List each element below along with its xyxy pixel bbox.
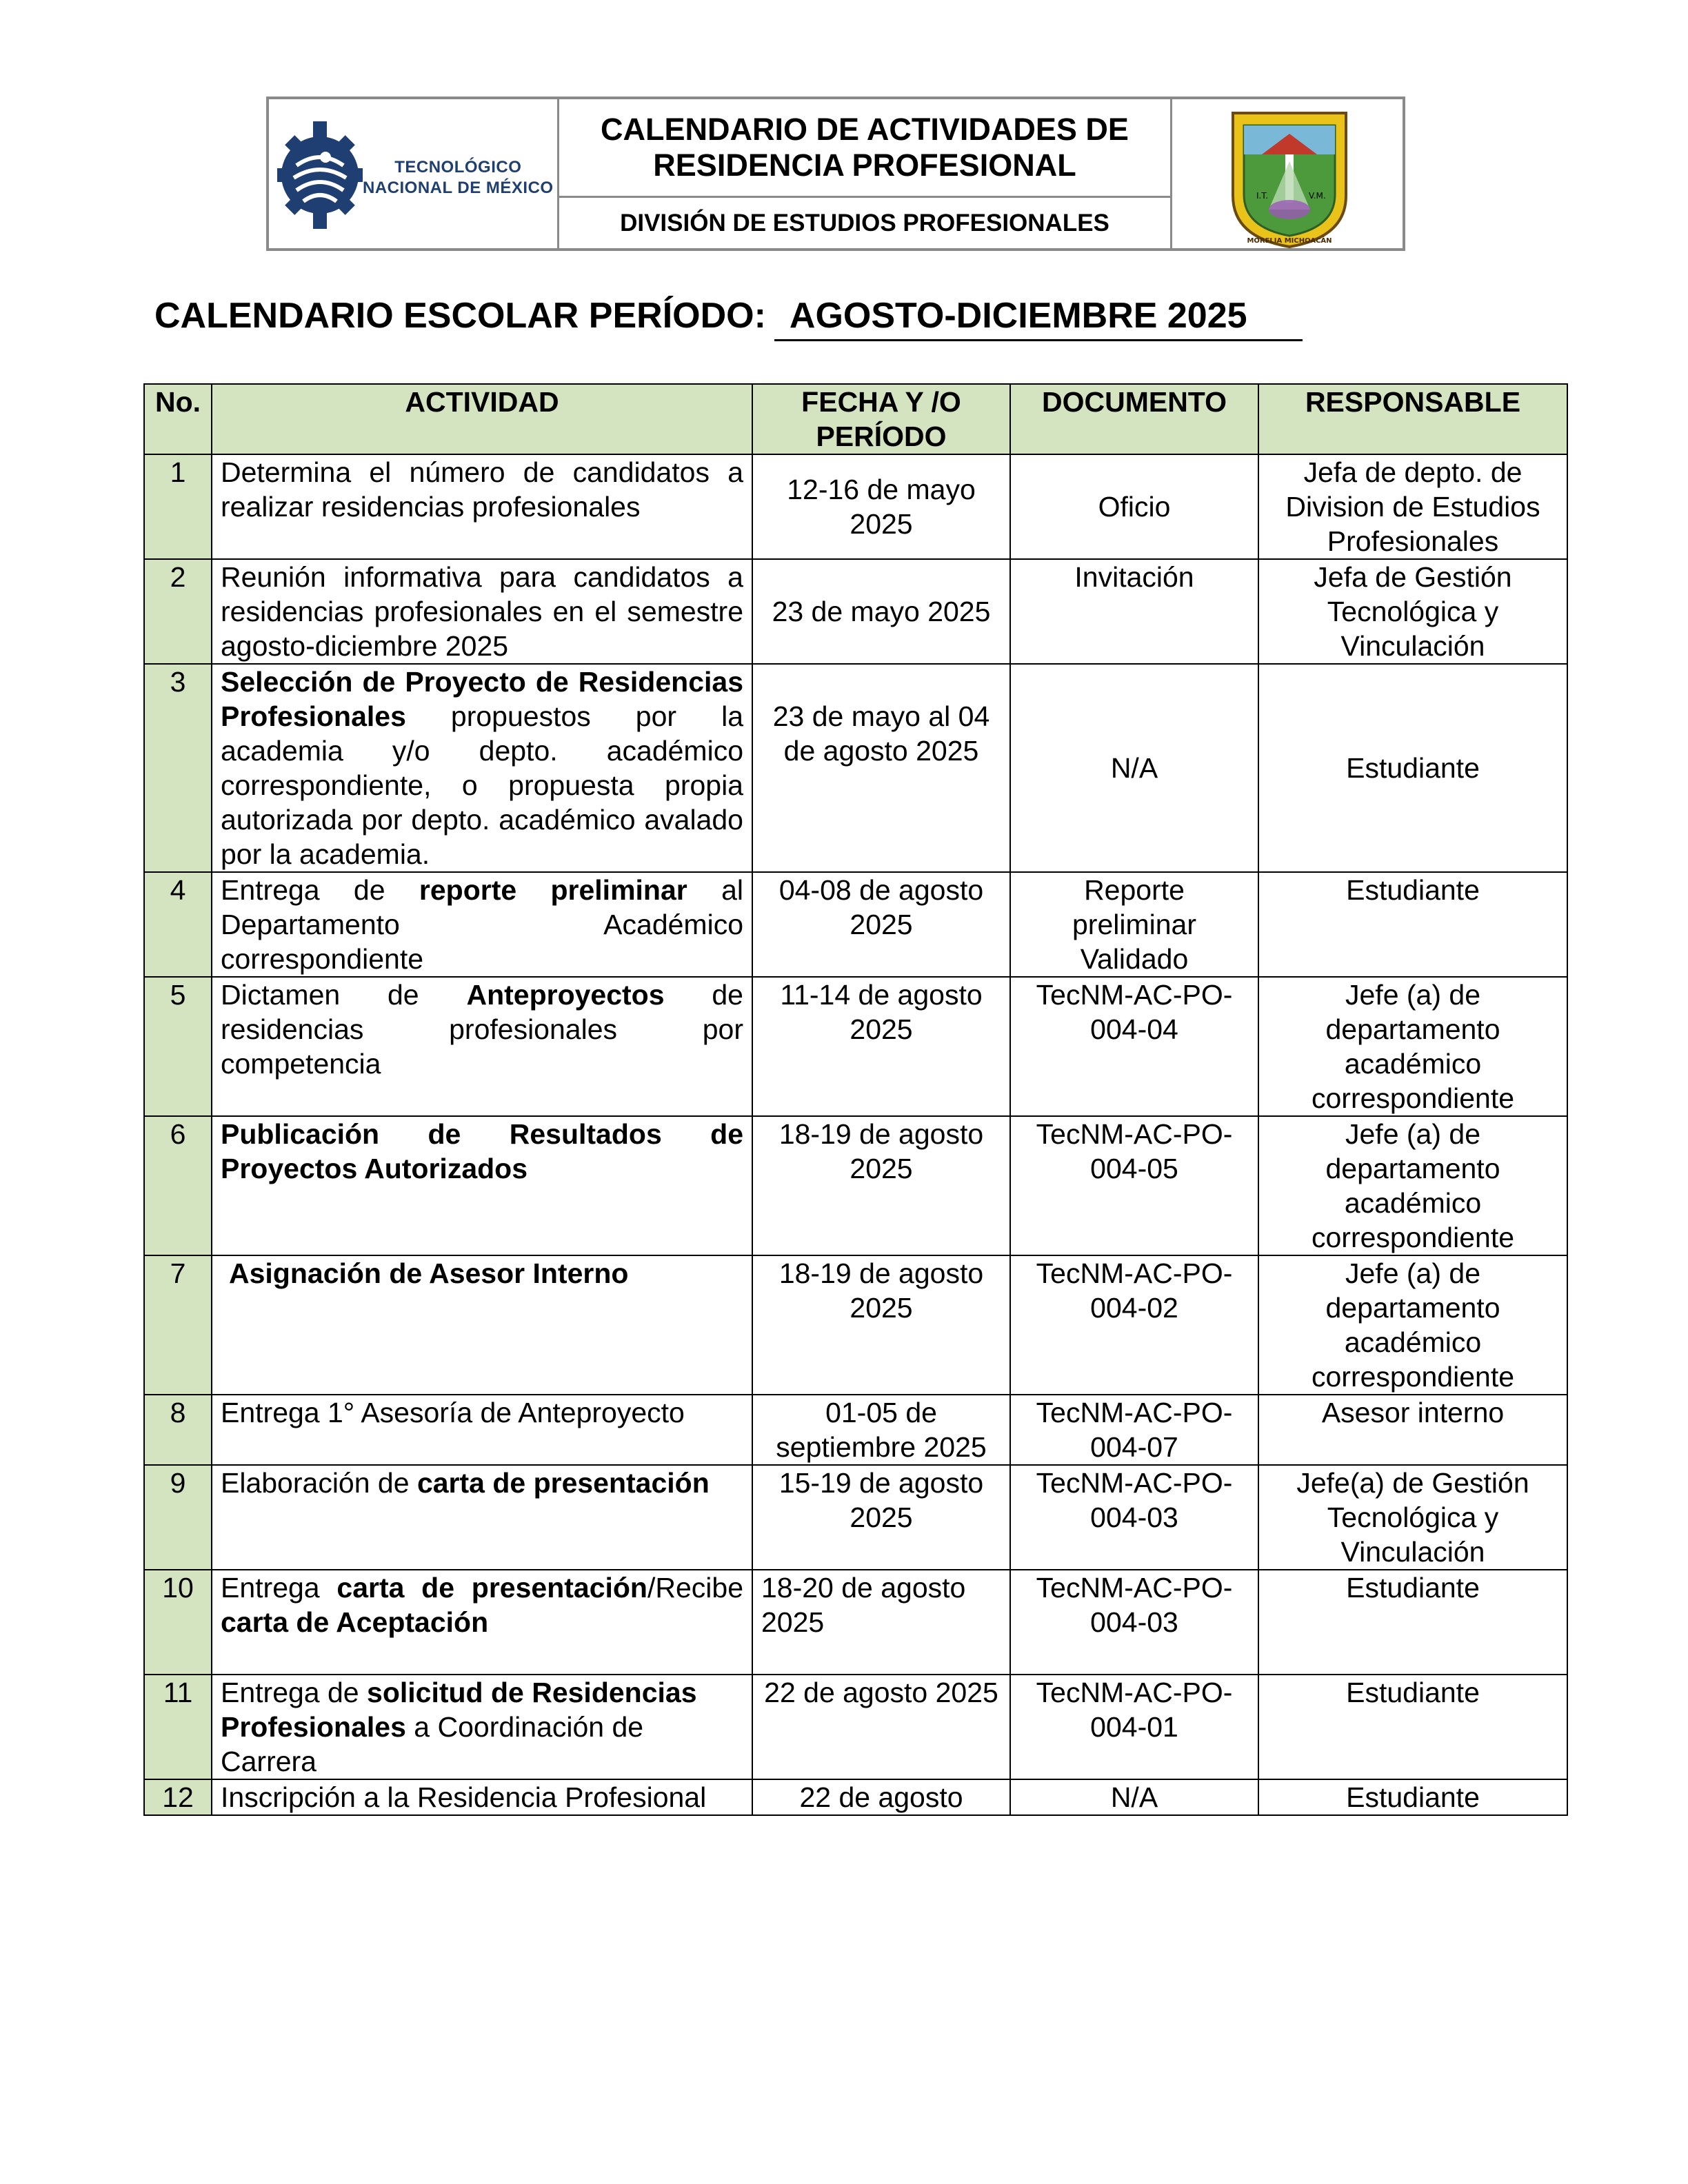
row-activity-pre: Entrega de (221, 1677, 359, 1708)
row-responsible: Jefe (a) de departamento académico correspondiente (1258, 1255, 1567, 1395)
row-activity-post: al Departamento Académico correspondiente (221, 874, 743, 975)
header-subtitle: DIVISIÓN DE ESTUDIOS PROFESIONALES (620, 209, 1109, 236)
row-document: TecNM-AC-PO-004-04 (1010, 977, 1258, 1116)
row-date: 18-19 de agosto 2025 (752, 1255, 1010, 1395)
table-row (144, 872, 1567, 977)
row-document: Reporte preliminar Validado (1010, 872, 1258, 977)
row-date: 11-14 de agosto 2025 (752, 977, 1010, 1116)
table-row (144, 1116, 1567, 1255)
row-number: 6 (144, 1116, 212, 1255)
row-activity-mid: /Recibe (647, 1572, 743, 1604)
tecnm-gear-icon (276, 112, 364, 239)
header-title-block (559, 99, 1172, 248)
row-responsible: Jefa de depto. de Division de Estudios Profesionales (1258, 454, 1567, 559)
row-number: 7 (144, 1255, 212, 1395)
header-title (559, 99, 1170, 198)
row-responsible: Jefe (a) de departamento académico correspondiente (1258, 977, 1567, 1116)
tecnm-logo-text (363, 157, 554, 199)
row-activity-text: propuestos por la academia y/o depto. académico correspondiente, o propuesta propia autorizada por depto. académico avalado por la academia. (221, 700, 743, 870)
row-date: 22 de agosto 2025 (752, 1675, 1010, 1779)
row-number: 8 (144, 1395, 212, 1465)
row-responsible: Estudiante (1258, 664, 1567, 872)
row-date: 04-08 de agosto 2025 (752, 872, 1010, 977)
row-responsible: Jefa de Gestión Tecnológica y Vinculación (1258, 559, 1567, 664)
row-document: Oficio (1010, 454, 1258, 559)
table-header-row (144, 384, 1567, 454)
row-activity-bold: carta de presentación (336, 1572, 647, 1604)
row-number: 3 (144, 664, 212, 872)
row-activity-post: a Coordinación de Carrera (221, 1711, 644, 1777)
table-row (144, 454, 1567, 559)
row-activity: Asignación de Asesor Interno (212, 1255, 752, 1395)
row-number: 10 (144, 1570, 212, 1675)
institute-seal (1172, 99, 1403, 248)
header-title-line2: RESIDENCIA PROFESIONAL (653, 148, 1076, 183)
row-date: 22 de agosto (752, 1779, 1010, 1815)
row-number: 5 (144, 977, 212, 1116)
row-activity-pre: Elaboración de (221, 1467, 410, 1499)
seal-text-bottom: MORELIA MICHOACÁN (1247, 237, 1332, 245)
row-activity-bold2: carta de Aceptación (221, 1606, 489, 1638)
row-date: 23 de mayo 2025 (752, 559, 1010, 664)
row-date: 18-20 de agosto 2025 (752, 1570, 1010, 1675)
row-activity-bold: solicitud de Residencias Profesionales (221, 1677, 697, 1743)
col-header-responsable: RESPONSABLE (1258, 384, 1567, 454)
row-responsible: Jefe(a) de Gestión Tecnológica y Vinculación (1258, 1465, 1567, 1570)
row-date: 15-19 de agosto 2025 (752, 1465, 1010, 1570)
row-activity (212, 1570, 752, 1675)
row-responsible: Estudiante (1258, 872, 1567, 977)
row-number: 1 (144, 454, 212, 559)
row-date: 18-19 de agosto 2025 (752, 1116, 1010, 1255)
row-activity-bold: reporte preliminar (419, 874, 687, 906)
row-activity-pre: Entrega (221, 1572, 320, 1604)
row-document: TecNM-AC-PO-004-01 (1010, 1675, 1258, 1779)
row-document: TecNM-AC-PO-004-02 (1010, 1255, 1258, 1395)
tecnm-logo (269, 99, 559, 248)
col-header-fecha: FECHA Y /O PERÍODO (752, 384, 1010, 454)
seal-icon (1220, 106, 1358, 250)
period-value: AGOSTO-DICIEMBRE 2025 (774, 295, 1303, 341)
logo-text-line1: TECNOLÓGICO (394, 158, 522, 176)
document-header (266, 97, 1405, 251)
header-title-line1: CALENDARIO DE ACTIVIDADES DE (601, 112, 1129, 147)
period-heading (154, 295, 1303, 341)
row-activity (212, 664, 752, 872)
row-responsible: Estudiante (1258, 1779, 1567, 1815)
period-label: CALENDARIO ESCOLAR PERÍODO: (154, 296, 766, 336)
table-row (144, 664, 1567, 872)
seal-text-right: V.M. (1309, 191, 1326, 201)
row-activity (212, 1465, 752, 1570)
table-row (144, 1255, 1567, 1395)
row-date: 01-05 de septiembre 2025 (752, 1395, 1010, 1465)
row-document: Invitación (1010, 559, 1258, 664)
row-document: N/A (1010, 1779, 1258, 1815)
table-row (144, 977, 1567, 1116)
row-number: 12 (144, 1779, 212, 1815)
col-header-actividad: ACTIVIDAD (212, 384, 752, 454)
row-document: N/A (1010, 664, 1258, 872)
row-activity: Inscripción a la Residencia Profesional (212, 1779, 752, 1815)
row-responsible: Estudiante (1258, 1570, 1567, 1675)
seal-text-left: I.T. (1256, 191, 1269, 201)
row-number: 2 (144, 559, 212, 664)
table-row (144, 1779, 1567, 1815)
col-header-no: No. (144, 384, 212, 454)
logo-text-line2: NACIONAL DE MÉXICO (363, 179, 554, 197)
row-activity-bold: Selección de Proyecto de Residencias Profesionales (221, 666, 743, 732)
row-document: TecNM-AC-PO-004-07 (1010, 1395, 1258, 1465)
row-activity (212, 1675, 752, 1779)
row-activity: Publicación de Resultados de Proyectos Autorizados (212, 1116, 752, 1255)
row-activity: Determina el número de candidatos a realizar residencias profesionales (212, 454, 752, 559)
row-date: 23 de mayo al 04 de agosto 2025 (752, 664, 1010, 872)
row-activity-pre: Entrega de (221, 874, 385, 906)
table-row (144, 1465, 1567, 1570)
row-responsible: Estudiante (1258, 1675, 1567, 1779)
row-number: 4 (144, 872, 212, 977)
table-row (144, 559, 1567, 664)
row-activity-pre: Dictamen de (221, 979, 419, 1011)
table-row (144, 1675, 1567, 1779)
row-activity (212, 977, 752, 1116)
row-document: TecNM-AC-PO-004-03 (1010, 1465, 1258, 1570)
row-responsible: Asesor interno (1258, 1395, 1567, 1465)
row-number: 9 (144, 1465, 212, 1570)
row-activity-bold: Anteproyectos (466, 979, 665, 1011)
row-activity-bold: carta de presentación (416, 1467, 710, 1499)
table-row (144, 1570, 1567, 1675)
row-date: 12-16 de mayo 2025 (752, 454, 1010, 559)
activities-table (143, 383, 1568, 1816)
row-activity-post: de residencias profesionales por competencia (221, 979, 743, 1080)
row-responsible: Jefe (a) de departamento académico correspondiente (1258, 1116, 1567, 1255)
row-document: TecNM-AC-PO-004-05 (1010, 1116, 1258, 1255)
row-document: TecNM-AC-PO-004-03 (1010, 1570, 1258, 1675)
row-activity: Entrega 1° Asesoría de Anteproyecto (212, 1395, 752, 1465)
row-activity: Reunión informativa para candidatos a residencias profesionales en el semestre agosto-diciembre 2025 (212, 559, 752, 664)
row-number: 11 (144, 1675, 212, 1779)
row-activity (212, 872, 752, 977)
table-row (144, 1395, 1567, 1465)
col-header-documento: DOCUMENTO (1010, 384, 1258, 454)
